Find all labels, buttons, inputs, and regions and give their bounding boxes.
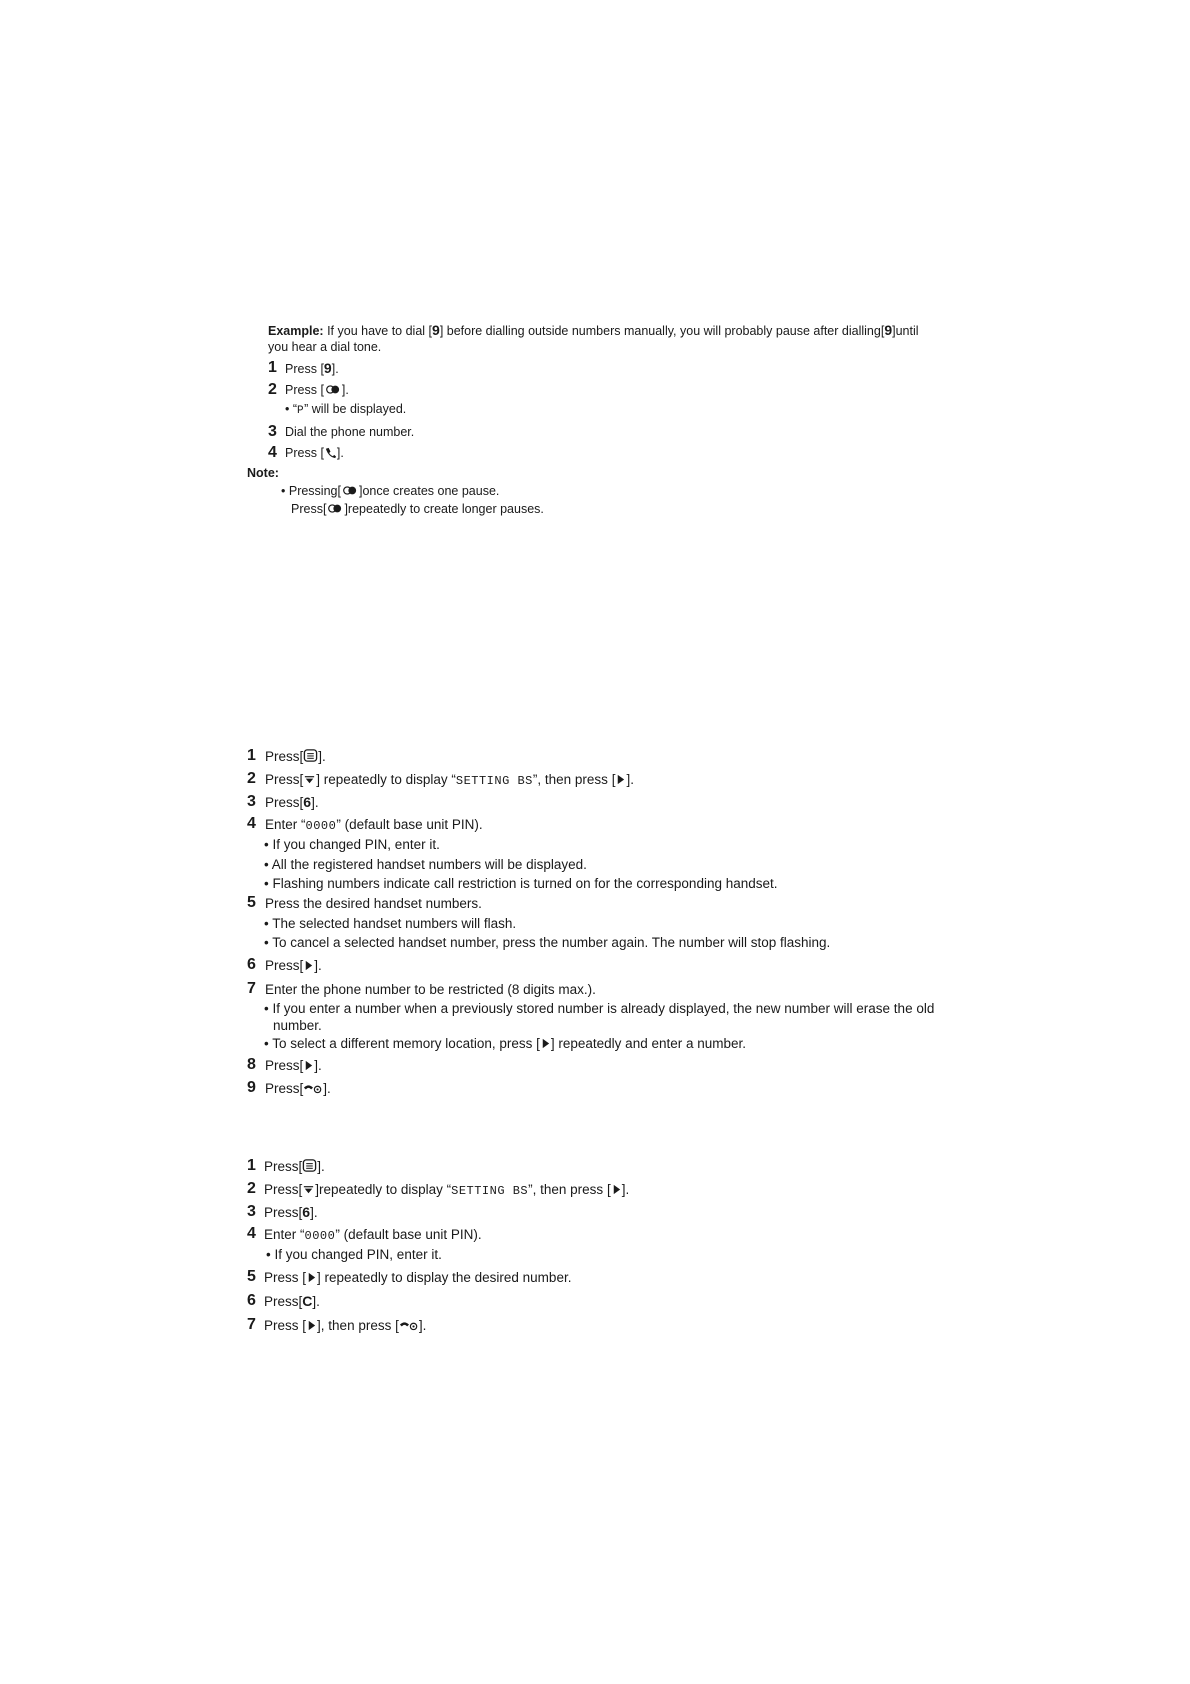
restrict-step-4-pre: Enter “ [265,817,306,832]
right-arrow-icon [306,1271,317,1284]
erase-step-1-post: . [321,1159,325,1174]
restrict-step-1-pre: Press [265,749,300,764]
restrict-bullet-7b-post: repeatedly and enter a number. [558,1036,747,1051]
restrict-bullet-5a-text: The selected handset numbers will flash. [272,916,517,931]
erase-step-7-mid: , then press [320,1318,392,1333]
example-paragraph: Example: If you have to dial [9] before dialling outside numbers manually, you will probably pause after dialling[9]until [268,322,919,338]
restrict-step-1: Press[ ]. [265,749,326,764]
erase-step-6-num: 6 [247,1292,256,1309]
key-c: C [302,1293,313,1309]
key-6: 6 [303,794,312,810]
note-bullet-1-cont: Press[ ]repeatedly to create longer pauses. [291,502,544,516]
right-arrow-icon [540,1037,551,1050]
restrict-bullet-5a: • The selected handset numbers will flash. [264,916,517,931]
restrict-step-1-num: 1 [247,747,256,764]
erase-bullet-4: • If you changed PIN, enter it. [266,1247,442,1262]
erase-step-3: Press[6]. [264,1204,318,1220]
restrict-bullet-7a-cont: number. [273,1018,322,1033]
pause-step-1-post: . [335,362,339,376]
erase-step-4-post: ” (default base unit PIN). [335,1227,482,1242]
restrict-step-4-post: ” (default base unit PIN). [336,817,483,832]
key-9-b: 9 [884,322,893,338]
erase-step-1-num: 1 [247,1157,256,1174]
restrict-step-2-mid2: ”, then press [532,772,608,787]
erase-step-3-num: 3 [247,1203,256,1220]
restrict-step-5: Press the desired handset numbers. [265,896,482,911]
erase-step-1: Press[ ]. [264,1159,325,1174]
restrict-step-8-num: 8 [247,1056,256,1073]
pause-icon [341,484,359,497]
pause-step-2: Press [ ]. [285,383,349,397]
restrict-bullet-7a-text: If you enter a number when a previously stored number is already displayed, the new number will erase the old [272,1001,935,1016]
erase-step-2-mid2: ”, then press [528,1182,604,1197]
erase-step-6: Press[C]. [264,1293,320,1309]
restrict-bullet-7b-pre: To select a different memory location, press [272,1036,533,1051]
erase-step-5-pre: Press [264,1270,299,1285]
erase-step-5: Press [ ] repeatedly to display the desired number. [264,1270,572,1285]
pause-step-4-post: . [340,446,344,460]
erase-step-7-pre: Press [264,1318,299,1333]
right-arrow-icon [615,773,626,786]
restrict-step-6: Press[ ]. [265,958,322,973]
restrict-step-7: Enter the phone number to be restricted (8 digits max.). [265,982,596,997]
restrict-step-3-pre: Press [265,795,300,810]
restrict-bullet-7b: • To select a different memory location, press [ ] repeatedly and enter a number. [264,1036,747,1051]
restrict-step-6-pre: Press [265,958,300,973]
erase-step-2-display: SETTING BS [451,1184,529,1198]
erase-step-4-pre: Enter “ [264,1227,305,1242]
pause-step-1-key-9: 9 [323,360,332,376]
restrict-step-7-num: 7 [247,980,256,997]
pin-display: 0000 [304,1229,336,1243]
menu-icon [302,1158,317,1173]
pause-icon [326,502,344,515]
erase-step-7: Press [ ], then press [ ]. [264,1318,427,1333]
talk-icon [324,446,337,459]
restrict-step-9-post: . [327,1081,331,1096]
down-arrow-icon [302,1183,315,1196]
restrict-bullet-7a: • If you enter a number when a previously stored number is already displayed, the new number will erase the old [264,1001,935,1016]
pin-display: 0000 [305,819,337,833]
down-arrow-icon [303,773,316,786]
erase-step-4-num: 4 [247,1225,256,1242]
erase-step-2-pre: Press [264,1182,299,1197]
p-display-char: P [297,405,305,417]
key-6: 6 [302,1204,311,1220]
restrict-step-5-num: 5 [247,894,256,911]
note-2-pre: Press [291,502,323,516]
example-text-2: before dialling outside numbers manually, you will probably pause after dialling [443,324,881,338]
restrict-bullet-4c: • Flashing numbers indicate call restriction is turned on for the corresponding handset. [264,876,778,891]
key-9: 9 [432,322,440,338]
note-1-post: once creates one pause. [362,484,500,498]
note-label: Note: [247,466,279,480]
erase-step-4 [264,1226,482,1245]
restrict-step-4 [265,816,483,835]
restrict-bullet-4a-text: If you changed PIN, enter it. [272,837,440,852]
restrict-step-3: Press[6]. [265,794,319,810]
menu-icon [303,748,318,763]
note-1-pre: Pressing [288,484,338,498]
restrict-step-2-num: 2 [247,770,256,787]
pause-step-1: Press [9]. [285,360,339,376]
restrict-bullet-5b-text: To cancel a selected handset number, press the number again. The number will stop flashing. [272,935,831,950]
pause-step-4-num: 4 [268,444,277,461]
pause-step-3-num: 3 [268,423,277,440]
erase-step-2-mid: repeatedly to display “ [319,1182,452,1197]
pause-step-4: Press [ ]. [285,446,344,460]
restrict-step-8-post: . [318,1058,322,1073]
restrict-bullet-4c-text: Flashing numbers indicate call restriction is turned on for the corresponding handset. [272,876,778,891]
note-bullet-1: • Pressing[ ]once creates one pause. [281,484,500,498]
right-arrow-icon [303,959,314,972]
restrict-step-3-num: 3 [247,793,256,810]
restrict-bullet-4b: • All the registered handset numbers will be displayed. [264,857,587,872]
restrict-step-8: Press[ ]. [265,1058,322,1073]
note-2-post: repeatedly to create longer pauses. [347,502,544,516]
restrict-step-3-post: . [314,795,319,810]
restrict-step-6-post: . [318,958,322,973]
restrict-step-9-num: 9 [247,1079,256,1096]
erase-step-2-num: 2 [247,1180,256,1197]
pause-step-2-bullet: • “P” will be displayed. [285,402,407,417]
erase-step-6-post: . [316,1294,320,1309]
erase-step-2-post: . [625,1182,630,1197]
restrict-step-2-display: SETTING BS [455,774,533,788]
erase-step-5-post: repeatedly to display the desired number. [324,1270,572,1285]
restrict-step-2-mid: repeatedly to display “ [323,772,456,787]
example-label: Example: [268,324,324,338]
pause-step-1-pre: Press [285,362,321,376]
restrict-bullet-5b: • To cancel a selected handset number, press the number again. The number will stop flashing. [264,935,831,950]
restrict-bullet-4b-text: All the registered handset numbers will be displayed. [271,857,587,872]
erase-step-7-num: 7 [247,1316,256,1333]
restrict-step-1-post: . [322,749,326,764]
example-text-3: until [895,324,919,338]
off-icon [303,1082,323,1095]
off-icon [399,1319,419,1332]
restrict-step-2: Press[ ] repeatedly to display “SETTING BS”, then press [ ]. [265,772,634,788]
example-text-1: If you have to dial [327,324,429,338]
right-arrow-icon [303,1059,314,1072]
restrict-step-2-post: . [630,772,634,787]
pause-icon [324,383,342,396]
erase-step-3-pre: Press [264,1205,299,1220]
erase-step-6-pre: Press [264,1294,299,1309]
restrict-step-6-num: 6 [247,956,256,973]
right-arrow-icon [306,1319,317,1332]
erase-step-1-pre: Press [264,1159,299,1174]
restrict-step-9: Press[ ]. [265,1081,331,1096]
restrict-step-2-pre: Press [265,772,300,787]
restrict-step-8-pre: Press [265,1058,300,1073]
erase-step-7-post: . [422,1318,427,1333]
pause-step-3: Dial the phone number. [285,425,415,439]
pause-step-2-post: . [345,383,349,397]
pause-step-2-pre: Press [285,383,321,397]
pause-step-1-num: 1 [268,359,277,376]
erase-step-3-post: . [313,1205,318,1220]
p-display-text: ” will be displayed. [304,402,407,416]
erase-step-2: Press[ ]repeatedly to display “SETTING BS”, then press [ ]. [264,1182,630,1198]
right-arrow-icon [611,1183,622,1196]
erase-bullet-4-text: If you changed PIN, enter it. [274,1247,442,1262]
example-text-4: you hear a dial tone. [268,340,382,354]
pause-step-4-pre: Press [285,446,321,460]
restrict-bullet-4a: • If you changed PIN, enter it. [264,837,440,852]
restrict-step-4-num: 4 [247,815,256,832]
example-paragraph-cont [268,339,381,356]
restrict-step-9-pre: Press [265,1081,300,1096]
pause-step-2-num: 2 [268,381,277,398]
erase-step-5-num: 5 [247,1268,256,1285]
